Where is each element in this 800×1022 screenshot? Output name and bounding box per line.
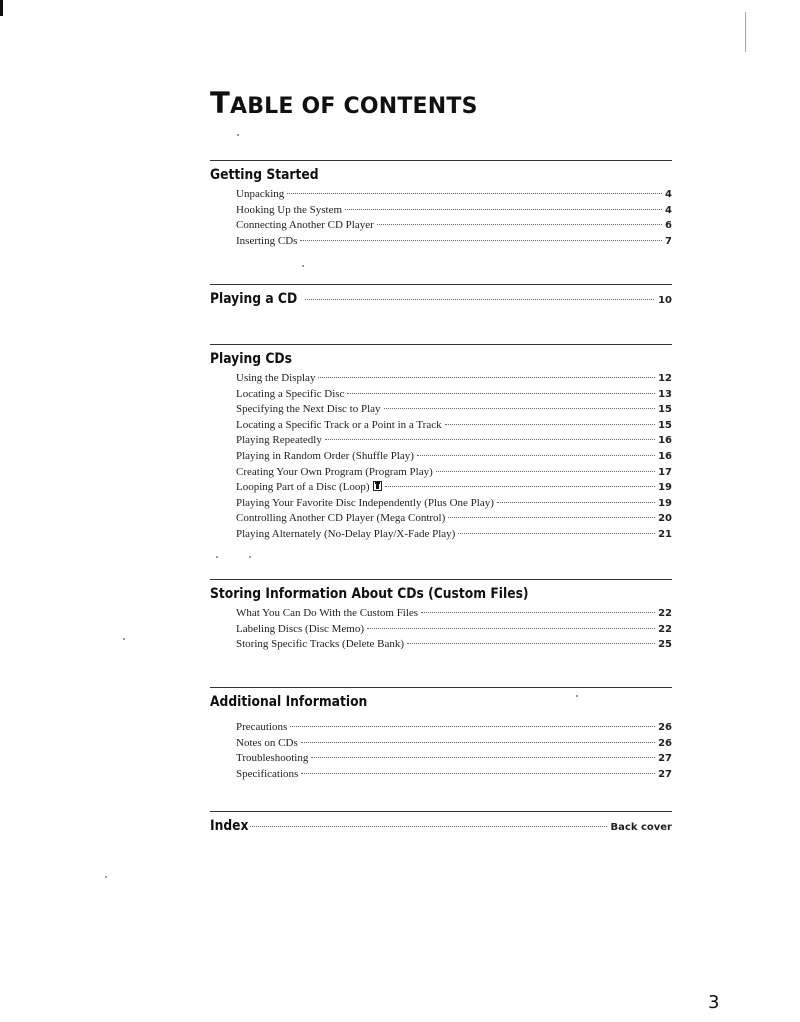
entry-label: What You Can Do With the Custom Files — [236, 607, 419, 619]
entry-page: 7 — [665, 235, 672, 247]
entry-label: Specifying the Next Disc to Play — [236, 403, 381, 416]
toc-entry[interactable] — [236, 606, 672, 622]
dot-leader — [458, 533, 655, 534]
dot-leader — [318, 377, 655, 378]
toc-entry[interactable] — [236, 218, 672, 234]
toc-heading-entry[interactable] — [210, 291, 672, 307]
entry-list — [236, 371, 672, 543]
title-rest: ABLE OF CONTENTS — [229, 94, 478, 119]
entry-page: 27 — [658, 753, 672, 765]
dot-leader — [287, 193, 662, 194]
page-number: 3 — [708, 992, 720, 1013]
entry-page: 12 — [658, 373, 672, 384]
dot-leader — [345, 209, 662, 210]
toc-entry[interactable] — [236, 187, 672, 203]
entry-page: 21 — [658, 528, 672, 540]
dot-leader — [417, 455, 655, 456]
entry-label: Using the Display — [236, 372, 316, 384]
entry-label: Connecting Another CD Player — [236, 219, 374, 232]
section-divider — [210, 284, 672, 285]
toc-heading-entry[interactable] — [210, 818, 672, 834]
dot-leader — [384, 408, 656, 409]
entry-page: Back cover — [610, 822, 672, 833]
dot-leader — [347, 393, 655, 394]
toc-entry[interactable] — [236, 511, 672, 527]
scan-speck — [123, 638, 125, 640]
entry-page: 27 — [658, 768, 672, 780]
entry-page: 10 — [658, 295, 672, 306]
page-title — [210, 86, 478, 120]
title-initial: T — [210, 86, 230, 120]
toc-entry[interactable] — [236, 527, 672, 543]
toc-entry[interactable] — [236, 622, 672, 638]
dot-leader — [250, 826, 607, 827]
entry-label: Specifications — [236, 767, 299, 780]
dot-leader — [445, 424, 655, 425]
section-divider — [210, 811, 672, 812]
toc-entry[interactable] — [236, 767, 672, 783]
dot-leader — [305, 299, 654, 300]
toc-entry[interactable] — [236, 480, 672, 496]
entry-list — [236, 187, 672, 249]
entry-label: Precautions — [236, 721, 288, 733]
toc-section-playing-cds — [210, 344, 672, 543]
dot-leader — [290, 726, 655, 727]
toc-entry[interactable] — [236, 751, 672, 767]
entry-page: 26 — [658, 737, 672, 749]
scan-speck — [249, 556, 251, 558]
toc-entry[interactable] — [236, 736, 672, 752]
section-heading[interactable]: Storing Information About CDs (Custom Files) — [210, 586, 529, 602]
dot-leader — [301, 773, 655, 774]
toc-section-index — [210, 811, 672, 834]
toc-entry[interactable] — [236, 449, 672, 465]
dot-leader — [448, 517, 655, 518]
entry-label: Storing Specific Tracks (Delete Bank) — [236, 638, 405, 651]
entry-page: 13 — [658, 388, 672, 400]
entry-label: Playing in Random Order (Shuffle Play) — [236, 449, 414, 462]
entry-label: Notes on CDs — [236, 736, 298, 749]
entry-label: Creating Your Own Program (Program Play) — [236, 465, 433, 478]
entry-label: Hooking Up the System — [236, 203, 343, 216]
toc-section-custom-files — [210, 579, 672, 653]
remote-only-icon — [373, 481, 382, 491]
dot-leader — [385, 486, 656, 487]
entry-label: Unpacking — [236, 188, 285, 200]
scan-artifact — [0, 0, 3, 16]
entry-page: 4 — [665, 204, 672, 216]
entry-label: Inserting CDs — [236, 234, 298, 247]
entry-label: Locating a Specific Track or a Point in a Track — [236, 418, 442, 431]
entry-page: 19 — [658, 497, 672, 509]
section-heading: Index — [210, 818, 249, 834]
dot-leader — [301, 742, 655, 743]
section-heading[interactable]: Additional Information — [210, 694, 368, 710]
toc-entry[interactable] — [236, 637, 672, 653]
entry-page: 20 — [658, 513, 672, 525]
dot-leader — [300, 240, 662, 241]
section-divider — [210, 160, 672, 161]
entry-page: 4 — [665, 189, 672, 200]
entry-page: 17 — [658, 466, 672, 478]
toc-entry[interactable] — [236, 433, 672, 449]
entry-label: Playing Your Favorite Disc Independently (Plus One Play) — [236, 496, 494, 509]
dot-leader — [436, 471, 655, 472]
toc-entry[interactable] — [236, 402, 672, 418]
entry-page: 16 — [658, 450, 672, 462]
section-divider — [210, 344, 672, 345]
section-divider — [210, 579, 672, 580]
toc-entry[interactable] — [236, 465, 672, 481]
toc-section-playing-a-cd — [210, 284, 672, 307]
dot-leader — [421, 612, 655, 613]
entry-label: Playing Alternately (No-Delay Play/X-Fade Play) — [236, 527, 456, 540]
scan-speck — [302, 265, 304, 267]
toc-section-additional-information — [210, 687, 672, 782]
toc-section-getting-started — [210, 160, 672, 249]
scan-speck — [216, 556, 218, 558]
dot-leader — [367, 628, 655, 629]
entry-label: Troubleshooting — [236, 752, 309, 765]
scan-speck — [237, 134, 239, 136]
entry-label: Playing Repeatedly — [236, 434, 322, 447]
entry-label: Controlling Another CD Player (Mega Control) — [236, 512, 446, 525]
dot-leader — [497, 502, 655, 503]
entry-list — [236, 606, 672, 653]
entry-label: Locating a Specific Disc — [236, 387, 345, 400]
dot-leader — [377, 224, 662, 225]
dot-leader — [407, 643, 655, 644]
entry-page: 26 — [658, 722, 672, 733]
scan-speck — [105, 876, 107, 878]
entry-list — [236, 720, 672, 782]
entry-label: Looping Part of a Disc (Loop) — [236, 481, 370, 494]
scan-artifact — [745, 12, 746, 52]
entry-page: 25 — [658, 639, 672, 651]
toc-entry[interactable] — [236, 371, 672, 387]
toc-entry[interactable] — [236, 720, 672, 736]
section-heading: Playing a CD — [210, 291, 298, 307]
entry-page: 16 — [658, 435, 672, 447]
toc-entry[interactable] — [236, 418, 672, 434]
toc-entry[interactable] — [236, 203, 672, 219]
toc-entry[interactable] — [236, 234, 672, 250]
dot-leader — [311, 757, 655, 758]
entry-page: 22 — [658, 623, 672, 635]
dot-leader — [325, 439, 655, 440]
toc-entry[interactable] — [236, 387, 672, 403]
entry-page: 15 — [658, 419, 672, 431]
entry-page: 19 — [658, 482, 672, 494]
entry-page: 22 — [658, 608, 672, 619]
entry-page: 6 — [665, 220, 672, 232]
entry-label: Labeling Discs (Disc Memo) — [236, 622, 364, 635]
toc-entry[interactable] — [236, 496, 672, 512]
section-heading[interactable]: Playing CDs — [210, 351, 292, 367]
section-divider — [210, 687, 672, 688]
entry-page: 15 — [658, 404, 672, 416]
section-heading[interactable]: Getting Started — [210, 167, 319, 183]
